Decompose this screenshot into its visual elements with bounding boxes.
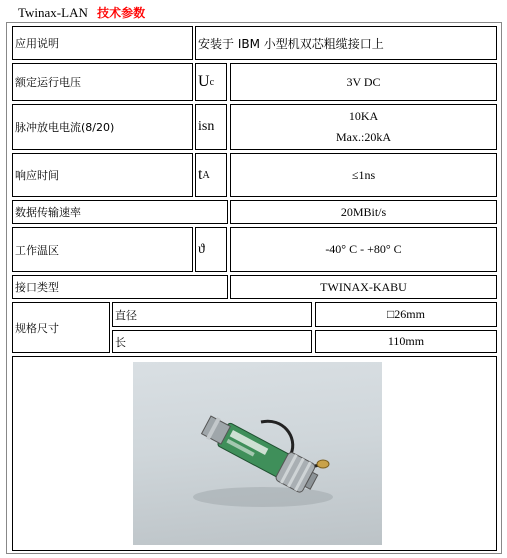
interface-type-label: 接口类型 [12, 275, 228, 299]
transfer-rate-label: 数据传输速率 [12, 200, 228, 224]
surge-current-nominal: 10KA [348, 109, 379, 123]
operating-temp-value: -40° C - +80° C [230, 227, 497, 272]
transfer-rate-value: 20MBit/s [230, 200, 497, 224]
response-time-symbol [195, 153, 227, 197]
diameter-label: 直径 [112, 302, 312, 327]
response-time-label: 响应时间 [12, 153, 193, 197]
rated-voltage-symbol [195, 63, 227, 101]
length-label: 长 [112, 330, 312, 353]
surge-current-value [230, 104, 497, 150]
product-photo [133, 362, 382, 545]
surge-current-label: 脉冲放电电流(8/20) [12, 104, 193, 150]
length-value: 110mm [315, 330, 497, 353]
symbol-main: t [198, 166, 203, 183]
diameter-value: □26mm [315, 302, 497, 327]
rated-voltage-value: 3V DC [230, 63, 497, 101]
surge-current-max: Max.:20kA [336, 130, 391, 144]
operating-temp-symbol: ϑ [195, 227, 227, 272]
surge-current-symbol: isn [195, 104, 227, 150]
response-time-value: ≤1ns [230, 153, 497, 197]
page-header [18, 4, 145, 21]
interface-type-value: TWINAX-KABU [230, 275, 497, 299]
dimensions-label: 规格尺寸 [12, 302, 110, 353]
symbol-main: U [198, 73, 210, 90]
symbol-sub: c [209, 76, 215, 88]
rated-voltage-label: 额定运行电压 [12, 63, 193, 101]
product-title: Twinax-LAN [18, 5, 88, 20]
application-label: 应用说明 [12, 26, 193, 60]
spec-subtitle: 技术参数 [97, 6, 146, 20]
symbol-sub: A [202, 169, 210, 181]
application-value: 安装于 IBM 小型机双芯粗缆接口上 [195, 26, 497, 60]
operating-temp-label: 工作温区 [12, 227, 193, 272]
